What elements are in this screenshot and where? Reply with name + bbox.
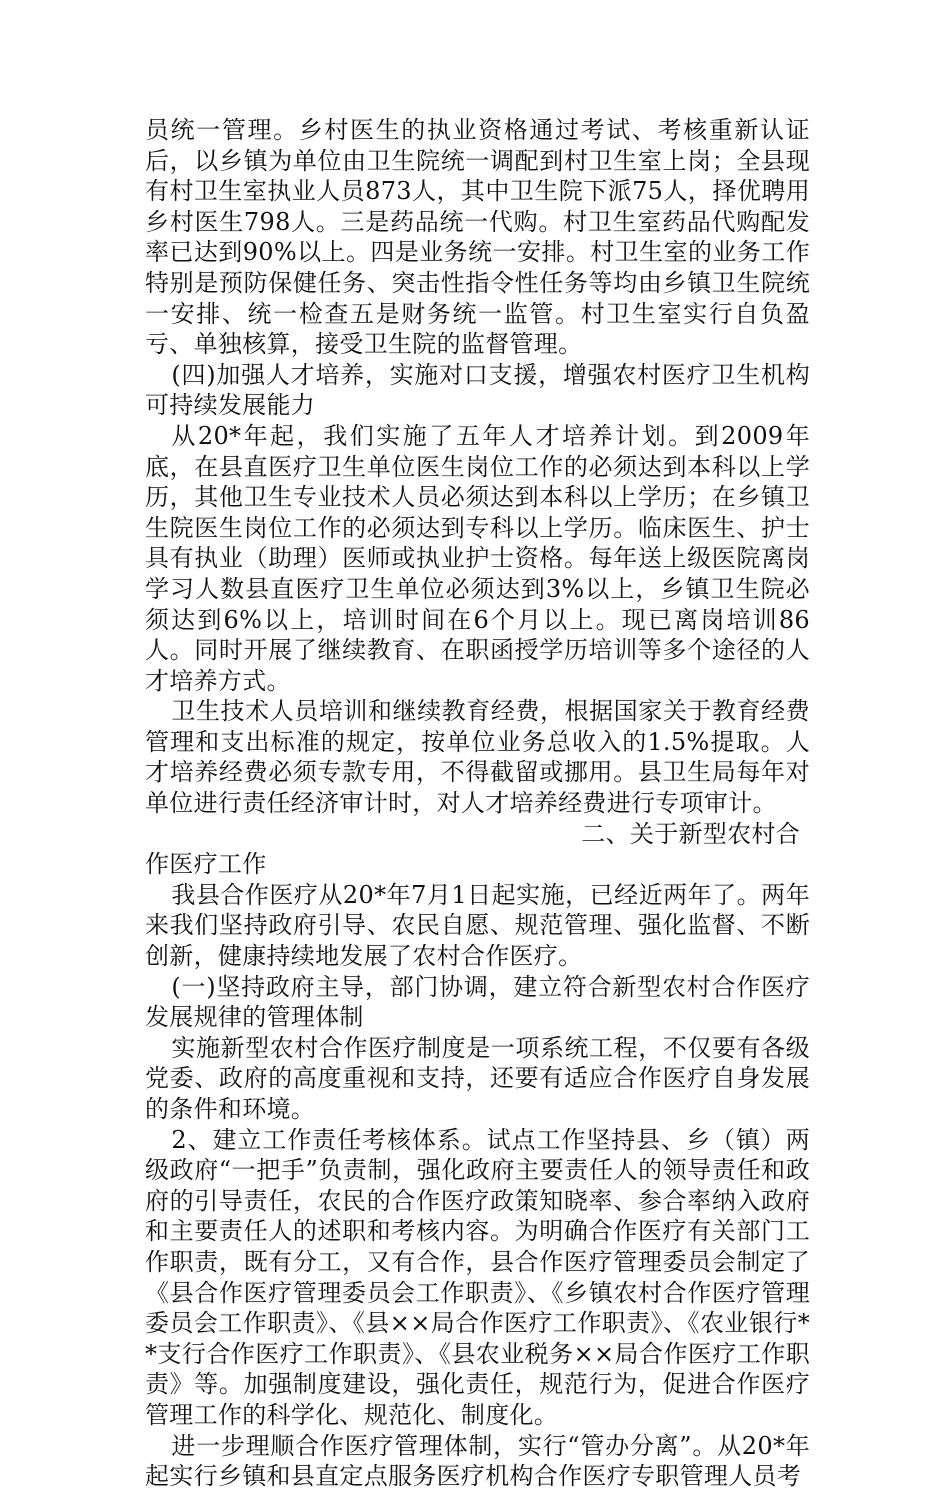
paragraph-management-separation: 进一步理顺合作医疗管理体制，实行“管办分离”。从20*年起实行乡镇和县直定点服务医疗机构合作医疗专职管理人员考 xyxy=(145,1431,810,1491)
document-body xyxy=(145,115,810,1492)
subheading-4: (四)加强人才培养，实施对口支援，增强农村医疗卫生机构可持续发展能力 xyxy=(145,360,810,420)
subheading-1: (一)坚持政府主导，部门协调，建立符合新型农村合作医疗发展规律的管理体制 xyxy=(145,972,810,1032)
paragraph-talent-plan: 从20*年起，我们实施了五年人才培养计划。到2009年底，在县直医疗卫生单位医生岗位工作的必须达到本科以上学历，其他卫生专业技术人员必须达到本科以上学历；在乡镇卫生院医生岗位工作的必须达到专科以上学历。临床医生、护士具有执业（助理）医师或执业护士资格。每年送上级医院离岗学习人数县直医疗卫生单位必须达到3%以上，乡镇卫生院必须达到6%以上，培训时间在6个月以上。现已离岗培训86人。同时开展了继续教育、在职函授学历培训等多个途径的人才培养方式。 xyxy=(145,421,810,695)
paragraph-coop-intro: 我县合作医疗从20*年7月1日起实施，已经近两年了。两年来我们坚持政府引导、农民自愿、规范管理、强化监督、不断创新，健康持续地发展了农村合作医疗。 xyxy=(145,880,810,971)
section-heading-2-line2: 作医疗工作 xyxy=(145,850,267,879)
section-heading-2-line1: 二、关于新型农村合 xyxy=(581,819,800,848)
paragraph-training-funds: 卫生技术人员培训和继续教育经费，根据国家关于教育经费管理和支出标准的规定，按单位业务总收入的1.5%提取。人才培养经费必须专款专用，不得截留或挪用。县卫生局每年对单位进行责任经济审计时，对人才培养经费进行专项审计。 xyxy=(145,697,810,818)
paragraph-1: 员统一管理。乡村医生的执业资格通过考试、考核重新认证后，以乡镇为单位由卫生院统一调配到村卫生室上岗；全县现有村卫生室执业人员873人，其中卫生院下派75人，择优聘用乡村医生798人。三是药品统一代购。村卫生室药品代购配发率已达到90%以上。四是业务统一安排。村卫生室的业务工作特别是预防保健任务、突击性指令性任务等均由乡镇卫生院统一安排、统一检查五是财务统一监管。村卫生室实行自负盈亏、单独核算，接受卫生院的监督管理。 xyxy=(145,116,810,359)
paragraph-responsibility: 2、建立工作责任考核体系。试点工作坚持县、乡（镇）两级政府“一把手”负责制，强化政府主要责任人的领导责任和政府的引导责任，农民的合作医疗政策知晓率、参合率纳入政府和主要责任人的述职和考核内容。为明确合作医疗有关部门工作职责，既有分工，又有合作，县合作医疗管理委员会制定了《县合作医疗管理委员会工作职责》、《乡镇农村合作医疗管理委员会工作职责》、《县××局合作医疗工作职责》、《农业银行**支行合作医疗工作职责》、《县农业税务××局合作医疗工作职责》等。加强制度建设，强化责任，规范行为，促进合作医疗管理工作的科学化、规范化、制度化。 xyxy=(145,1125,810,1429)
paragraph-system-project: 实施新型农村合作医疗制度是一项系统工程，不仅要有各级党委、政府的高度重视和支持，还要有适应合作医疗自身发展的条件和环境。 xyxy=(145,1033,810,1123)
